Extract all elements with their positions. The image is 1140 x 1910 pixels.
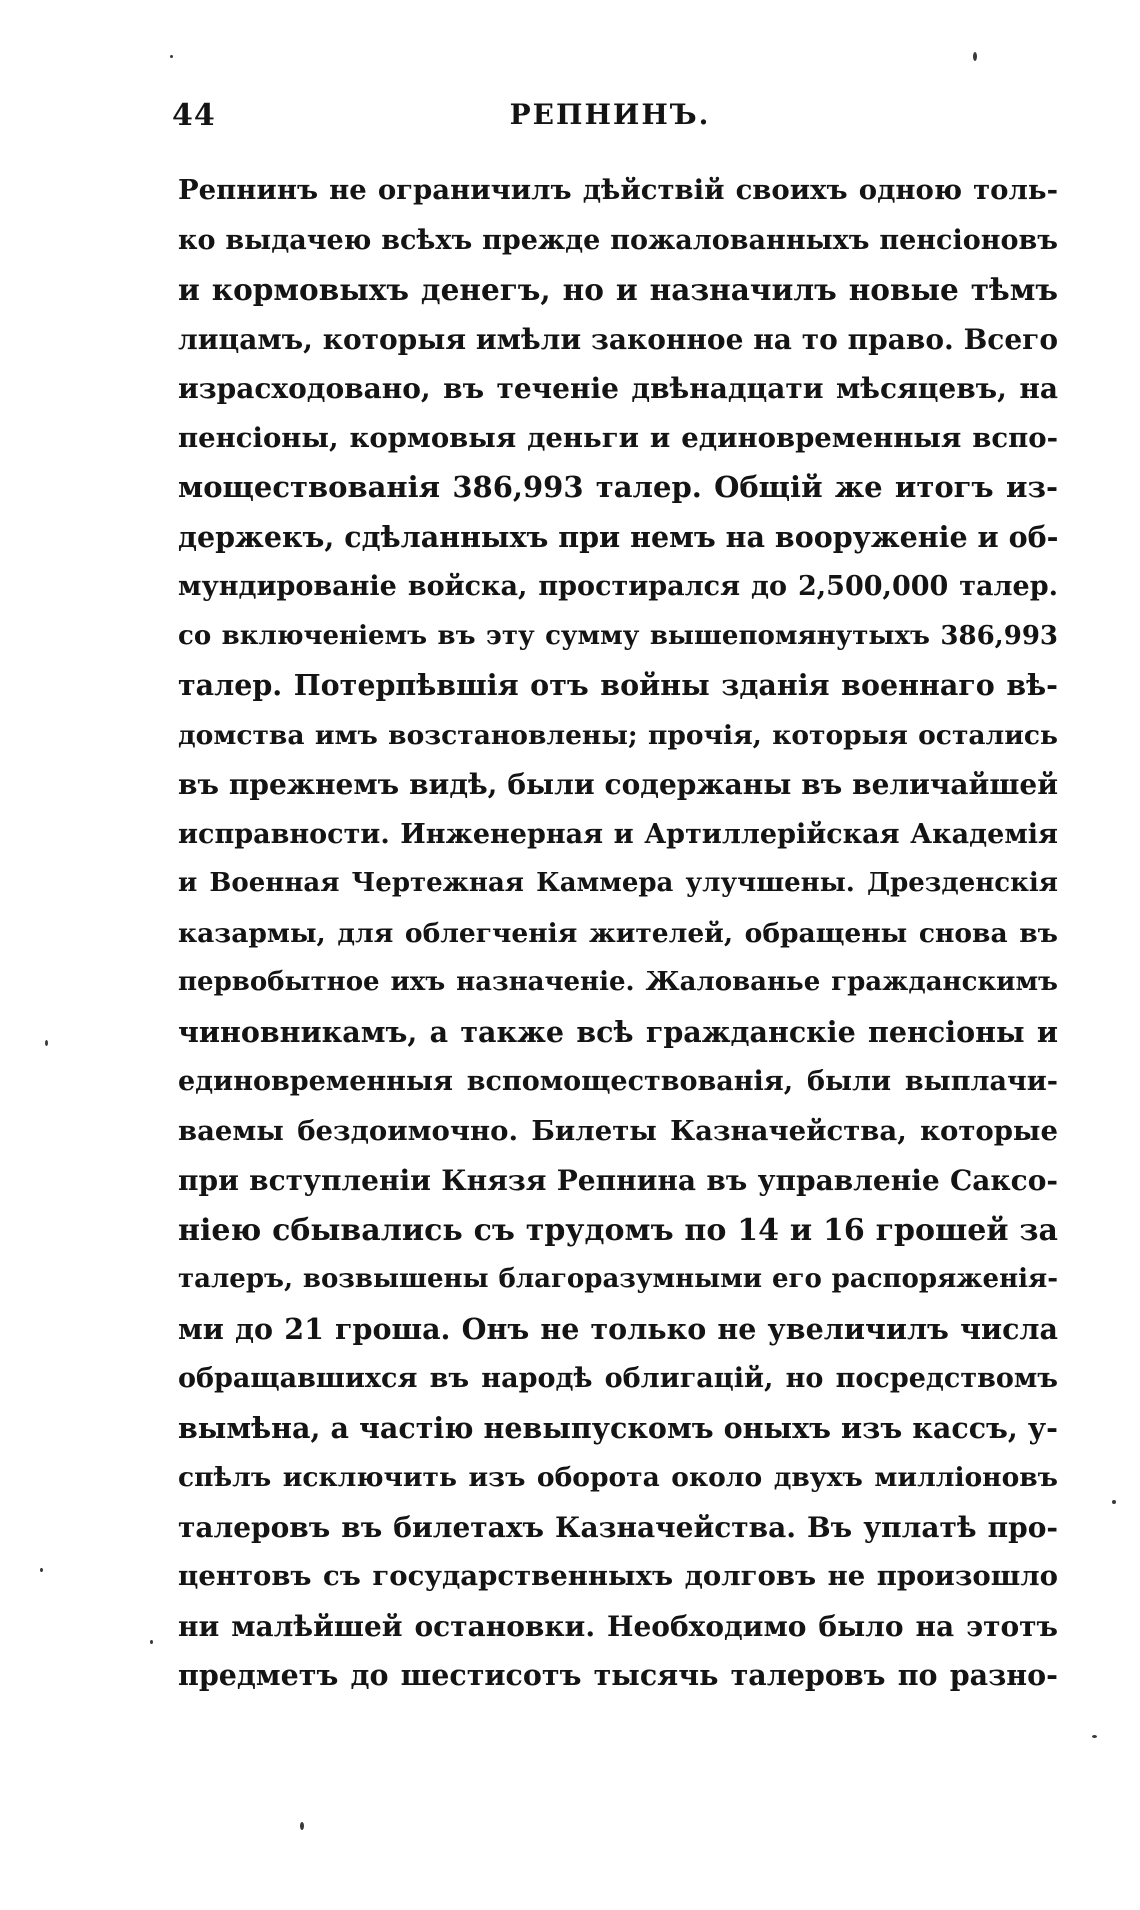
text-line: центовъ съ государственныхъ долговъ не произошло [178,1560,1058,1592]
text-line: держекъ, сдѣланныхъ при немъ на вооруженіе и об- [178,519,1058,554]
text-line: вымѣна, а частію невыпускомъ оныхъ изъ кассъ, у- [178,1410,1058,1445]
scan-speck [1112,1500,1116,1504]
scan-speck [40,1568,43,1572]
text-line: исправности. Инженерная и Артиллерійская Академія [178,818,1058,850]
scan-speck [1092,1735,1097,1738]
scan-speck [150,1640,153,1644]
text-line: въ прежнемъ видѣ, были содержаны въ величайшей [178,768,1058,801]
text-line: ко выдачею всѣхъ прежде пожалованныхъ пенсіоновъ [178,224,1058,256]
text-line: спѣлъ исключить изъ оборота около двухъ милліоновъ [178,1462,1058,1493]
text-line: ни малѣйшей остановки. Необходимо было на этотъ [178,1609,1058,1643]
body-text [178,166,1058,1701]
scan-speck [973,52,977,61]
text-line: единовременныя вспомоществованія, были выплачи- [178,1066,1058,1097]
text-line: со включеніемъ въ эту сумму вышепомянутыхъ 386,993 [178,620,1058,651]
text-line: первобытное ихъ назначеніе. Жалованье гражданскимъ [178,967,1058,997]
text-line: чиновникамъ, а также всѣ гражданскіе пенсіоны и [178,1014,1058,1049]
page-number: 44 [172,98,216,133]
text-line: ми до 21 гроша. Онъ не только не увеличилъ числа [178,1311,1058,1346]
running-head: РЕПНИНЪ. [509,98,711,131]
text-line: моществованія 386,993 талер. Общій же итогъ из- [178,470,1058,504]
text-line: предметъ до шестисотъ тысячь талеровъ по разно- [178,1658,1058,1692]
text-line: и Военная Чертежная Каммера улучшены. Дрезденскія [178,868,1058,898]
text-line: ваемы бездоимочно. Билеты Казначейства, которые [178,1114,1058,1147]
text-line: ніею сбывались съ трудомъ по 14 и 16 грошей за [178,1212,1058,1248]
text-line: Репнинъ не ограничилъ дѣйствій своихъ одною толь- [178,174,1058,206]
text-line: казармы, для облегченія жителей, обращены снова въ [178,917,1058,949]
scan-speck [300,1822,304,1830]
text-line: талеръ, возвышены благоразумными его распоряженія- [178,1264,1058,1294]
text-line: домства имъ возстановлены; прочія, которыя остались [178,719,1058,751]
text-line: израсходовано, въ теченіе двѣнадцати мѣсяцевъ, на [178,372,1058,405]
text-line: пенсіоны, кормовыя деньги и единовременныя вспо- [178,421,1058,454]
text-line: лицамъ, которыя имѣли законное на то право. Всего [178,322,1058,356]
text-line: обращавшихся въ народѣ облигацій, но посредствомъ [178,1363,1058,1394]
text-line: при вступленіи Князя Репнина въ управленіе Саксо- [178,1164,1058,1197]
text-line: талеровъ въ билетахъ Казначейства. Въ уплатѣ про- [178,1510,1058,1544]
scan-speck [170,55,173,58]
text-line: и кормовыхъ денегъ, но и назначилъ новые тѣмъ [178,272,1058,307]
text-line: мундированіе войска, простирался до 2,500,000 талер. [178,571,1058,602]
text-line: талер. Потерпѣвшія отъ войны зданія военнаго вѣ- [178,668,1058,702]
scan-speck [45,1040,48,1046]
